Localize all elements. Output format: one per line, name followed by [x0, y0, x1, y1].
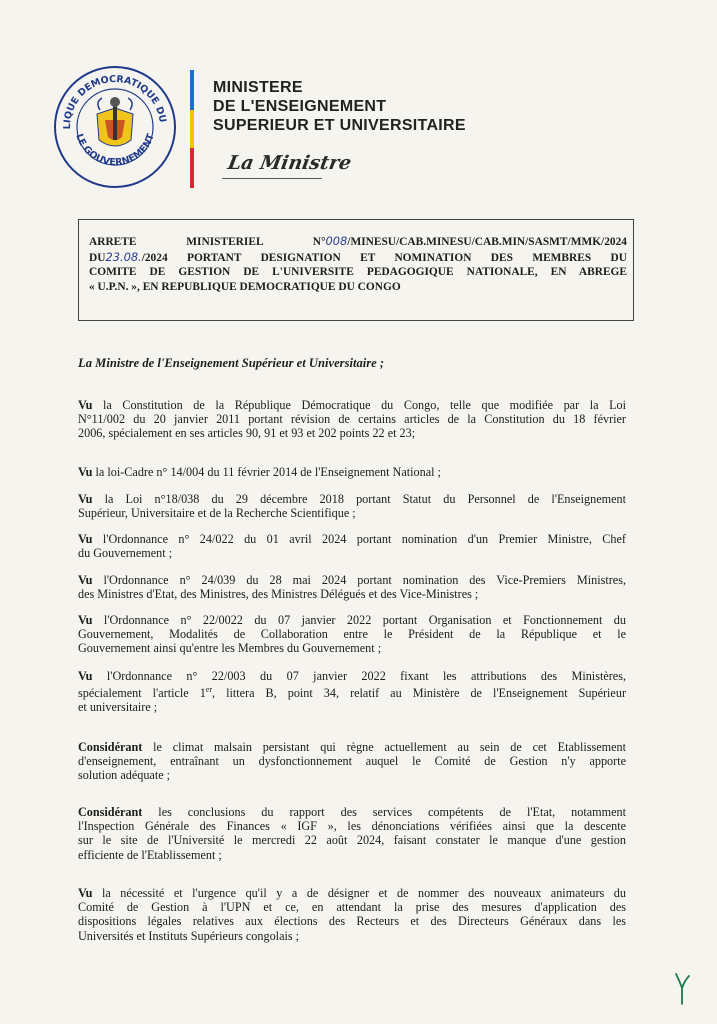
handwritten-number: 008 — [325, 234, 348, 248]
seal-top-text: LIQUE DEMOCRATIQUE DU — [61, 73, 168, 130]
arrete-title-box — [78, 219, 634, 321]
handwritten-date: 23.08. — [105, 249, 142, 264]
paragraph-loi-statut: Vu la Loi n°18/038 du 29 décembre 2018 portant Statut du Personnel de l'Enseignement Supérieur, Universitaire et de la Recherche Scientifique ; — [78, 492, 626, 521]
paragraph-ordonnance-attributions: Vu l'Ordonnance n° 22/003 du 07 janvier 2022 fixant les attributions des Ministères, spécialement l'article 1er, littera B, point 34, relatif au Ministère de l'Enseignement Supérieur et universitaire ; — [78, 669, 626, 715]
flag-red-segment — [190, 148, 194, 188]
intro-line: La Ministre de l'Enseignement Supérieur et Universitaire ; — [78, 356, 385, 370]
seal-bottom-text: LE GOUVERNEMENT — [73, 132, 157, 169]
flag-color-bar — [190, 70, 194, 188]
paragraph-ordonnance-premier-ministre: Vu l'Ordonnance n° 24/022 du 01 avril 2024 portant nomination d'un Premier Ministre, Chef du Gouvernement ; — [78, 532, 626, 561]
title-line-1: ARRETE MINISTERIEL N°008/MINESU/CAB.MINESU/CAB.MIN/SASMT/MMK/2024 — [89, 234, 627, 248]
flag-blue-segment — [190, 70, 194, 110]
paraph-mark-icon — [670, 968, 694, 1008]
government-seal — [50, 62, 180, 192]
paragraph-loi-cadre: Vu la loi-Cadre n° 14/004 du 11 février 2014 de l'Enseignement National ; — [78, 465, 441, 479]
seal-emblem-icon — [50, 62, 180, 192]
paragraph-ordonnance-organisation: Vu l'Ordonnance n° 22/0022 du 07 janvier 2022 portant Organisation et Fonctionnement du Gouvernement, Modalités de Collaboration entre le Président de la République et le Gouvernement ainsi qu'entre les Membres du Gouvernement ; — [78, 613, 626, 656]
signature-underline — [222, 178, 322, 179]
paragraph-considerant-conclusions: Considérant les conclusions du rapport des services compétents de l'Etat, notamment l'Inspection Générale des Finances « IGF », les dénonciations vérifiées ainsi que la descente sur le site de l'Université le mercredi 22 août 2024, faisant constater le manque d'une gestion efficiente de l'Etablissement ; — [78, 805, 626, 862]
ministry-line-2: DE L'ENSEIGNEMENT — [213, 98, 387, 115]
ministry-header — [213, 78, 466, 135]
ministry-line-3: SUPERIEUR ET UNIVERSITAIRE — [213, 117, 466, 134]
ministre-signature: La Ministre — [226, 152, 354, 174]
paragraph-constitution: Vu la Constitution de la République Démocratique du Congo, telle que modifiée par la Loi N°11/002 du 20 janvier 2011 portant révision de certains articles de la Constitution du 18 février 2006, spécialement en ses articles 90, 91 et 93 et 202 points 22 et 23; — [78, 398, 626, 441]
title-line-3: COMITE DE GESTION DE L'UNIVERSITE PEDAGOGIQUE NATIONALE, EN ABREGE — [89, 266, 627, 278]
paragraph-ordonnance-ministres: Vu l'Ordonnance n° 24/039 du 28 mai 2024 portant nomination des Vice-Premiers Ministres, des Ministres d'Etat, des Ministres, des Ministres Délégués et des Vice-Ministres ; — [78, 573, 626, 602]
flag-yellow-segment — [190, 110, 194, 148]
title-line-4: « U.P.N. », EN REPUBLIQUE DEMOCRATIQUE DU CONGO — [89, 280, 401, 293]
ministry-line-1: MINISTERE — [213, 79, 303, 96]
title-line-2: DU23.08./2024 PORTANT DESIGNATION ET NOMINATION DES MEMBRES DU — [89, 249, 627, 264]
paragraph-considerant-climat: Considérant le climat malsain persistant qui règne actuellement au sein de cet Etablissement d'enseignement, entraînant un dysfonctionnement auquel le Comité de Gestion n'y apporte solution adéquate ; — [78, 740, 626, 783]
paragraph-necessite-urgence: Vu la nécessité et l'urgence qu'il y a de désigner et de nommer des nouveaux animateurs du Comité de Gestion à l'UPN et ce, en attendant la prise des mesures d'application des dispositions légales relatives aux élections des Recteurs et des Directeurs Généraux dans les Universités et Instituts Supérieurs congolais ; — [78, 886, 626, 943]
